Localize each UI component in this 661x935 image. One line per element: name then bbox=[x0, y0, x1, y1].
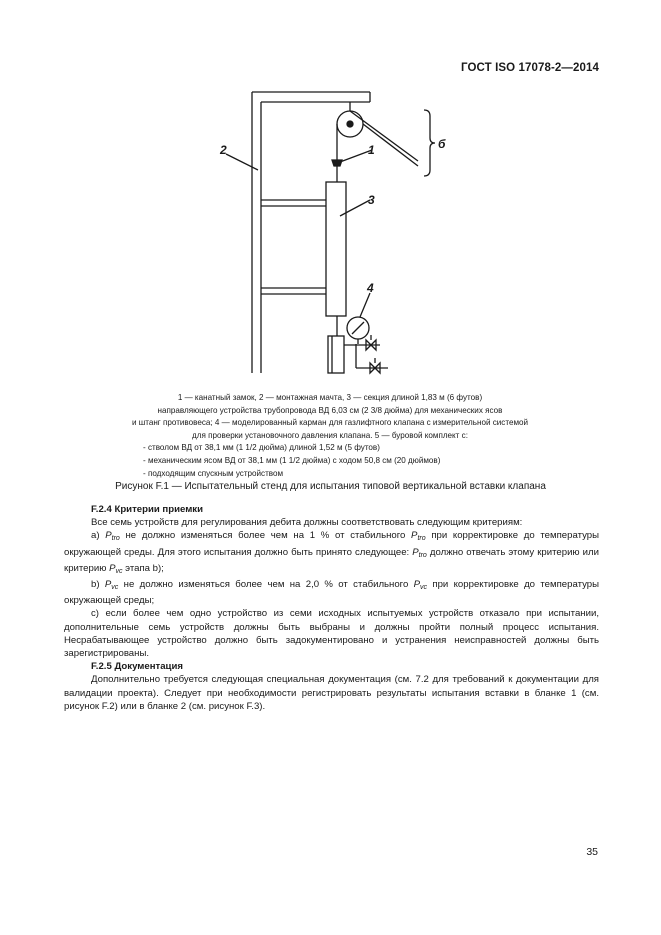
legend-line: и штанг противовеса; 4 — моделированный карман для газлифтного клапана с измерительной системой bbox=[131, 418, 529, 428]
label-2: 2 bbox=[220, 143, 227, 157]
figure-caption: Рисунок F.1 — Испытательный стенд для испытания типовой вертикальной вставки клапана bbox=[115, 481, 546, 492]
page-number: 35 bbox=[586, 846, 598, 858]
section-heading: F.2.5 Документация bbox=[91, 661, 183, 673]
label-6: б bbox=[438, 137, 446, 151]
label-1: 1 bbox=[368, 143, 375, 157]
criterion-b: b) $P_{vc}$ не должно изменяться более чем на 2,0 % от стабильного $P_{vc}$ при корректировке до температуры окружающей среды; bbox=[64, 579, 599, 607]
legend-item: - подходящим спускным устройством bbox=[143, 468, 284, 478]
section-heading: F.2.4 Критерии приемки bbox=[91, 504, 203, 515]
legend-line: направляющего устройства трубопровода ВД 6,03 см (2 3/8 дюйма) для механических ясов bbox=[157, 405, 503, 415]
label-3: 3 bbox=[368, 193, 375, 207]
figure-legend bbox=[110, 392, 550, 480]
document-header: ГОСТ ISO 17078-2—2014 bbox=[461, 62, 599, 74]
legend-item: - механическим ясом ВД от 38,1 мм (1 1/2 дюйма) с ходом 50,8 см (20 дюймов) bbox=[143, 455, 441, 465]
legend-line: 1 — канатный замок, 2 — монтажная мачта, 3 — секция длиной 1,83 м (6 футов) bbox=[177, 393, 483, 402]
test-stand-figure bbox=[180, 88, 460, 380]
paragraph: Все семь устройств для регулирования дебита должны соответствовать следующим критериям: bbox=[91, 517, 523, 529]
legend-item: - стволом ВД от 38,1 мм (1 1/2 дюйма) длиной 1,52 м (5 футов) bbox=[143, 443, 380, 453]
criterion-c: c) если более чем одно устройство из семи исходных испытуемых устройств отказало при испытании, дополнительные семь устройств должны быть выбраны и должны пройти полный процесс испытания. Несрабатывающее устройство должно быть задокументировано и устранения неисправностей должны быть зарегистрированы. bbox=[64, 608, 599, 660]
label-4: 4 bbox=[367, 281, 374, 295]
paragraph: Дополнительно требуется следующая специальная документация (см. 7.2 для требований к документации для валидации проекта). Следует при необходимости регистрировать результаты испытания вставки в бланке 1 (см. рисунок F.2) или в бланке 2 (см. рисунок F.3). bbox=[64, 674, 599, 712]
criterion-a: a) $P_{tro}$ не должно изменяться более чем на 1 % от стабильного $P_{tro}$ при корректировке до температуры окружающей среды. Для этого испытания должно быть принято следующее: $P_{tro}$ должно отвечать этому критерию или критерию $P_{vc}$ этапа b); bbox=[64, 530, 599, 575]
body-text bbox=[64, 503, 599, 713]
legend-line: для проверки установочного давления клапана. 5 — буровой комплект с: bbox=[192, 430, 468, 440]
